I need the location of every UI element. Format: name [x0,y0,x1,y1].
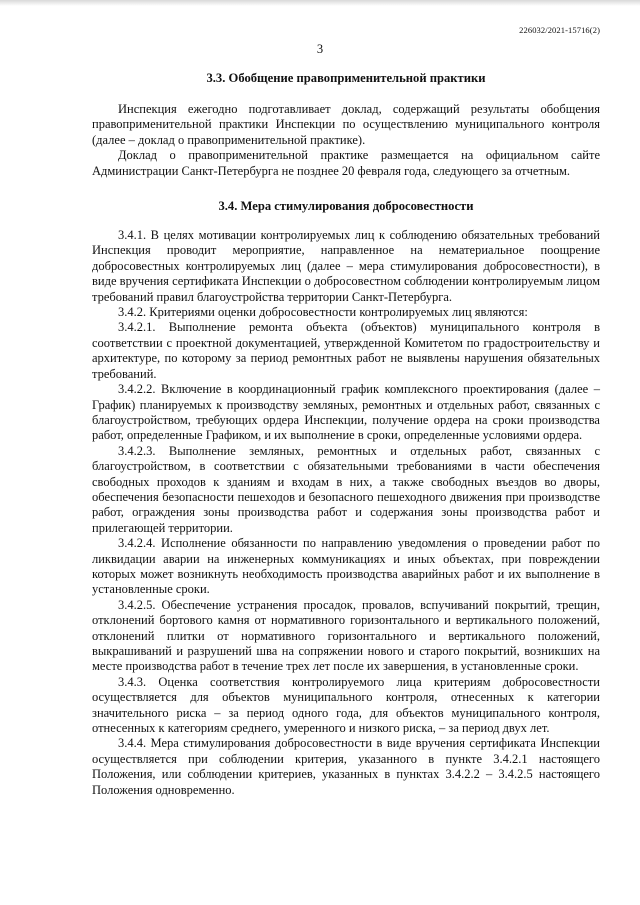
paragraph-3-4-2-3: 3.4.2.3. Выполнение земляных, ремонтных и отдельных работ, связанных с благоустройством, в соответствии с обязательными требованиями в части обеспечения свободных проходов к зданиям и входам в них, а также свободных въездов во дворы, обеспечения безопасности пешеходов и безопасного пешеходного движения при производстве работ, ограждения зоны производства работ и содержания зоны производства работ и прилегающей территории. [92,443,600,535]
paragraph-3-4-3: 3.4.3. Оценка соответствия контролируемого лица критериям добросовестности осуществляется для объектов муниципального контроля, отнесенных к категории значительного риска – за период одного года, для объектов муниципального контроля, отнесенных к категориям среднего, умеренного и низкого риска, – за период двух лет. [92,674,600,736]
paragraph-3-3-2: Доклад о правоприменительной практике размещается на официальном сайте Администрации Санкт-Петербурга не позднее 20 февраля года, следующего за отчетным. [92,148,600,178]
paragraph-3-4-4: 3.4.4. Мера стимулирования добросовестности в виде вручения сертификата Инспекции осуществляется при соблюдении критерия, указанного в пункте 3.4.2.1 настоящего Положения, или соблюдении критериев, указанных в пунктах 3.4.2.2 – 3.4.2.5 настоящего Положения одновременно. [92,736,600,797]
paragraph-3-3-1: Инспекция ежегодно подготавливает доклад, содержащий результаты обобщения правоприменительной практики Инспекции по осуществлению муниципального контроля (далее – доклад о правоприменительной практике). [92,102,600,147]
document-id: 226032/2021-15716(2) [519,25,600,35]
section-heading-3-4: 3.4. Мера стимулирования добросовестности [218,199,474,214]
page-number: 3 [316,42,324,56]
paragraph-3-4-2-4: 3.4.2.4. Исполнение обязанности по направлению уведомления о проведении работ по ликвидации аварии на инженерных коммуникациях и иных объектах, при повреждении которых может возникнуть необходимость производства аварийных работ и их выполнение в установленные сроки. [92,536,600,597]
paragraph-3-4-1: 3.4.1. В целях мотивации контролируемых лиц к соблюдению обязательных требований Инспекция проводит мероприятие, направленное на нематериальное поощрение добросовестных контролируемых лиц (далее – мера стимулирования добросовестности), в виде вручения сертификата Инспекции о добросовестном соблюдении контролируемым лицом требований правил благоустройства территории Санкт-Петербурга. [92,228,600,304]
paragraph-3-4-2-2: 3.4.2.2. Включение в координационный график комплексного проектирования (далее – График) планируемых к производству земляных, ремонтных и отдельных работ, связанных с благоустройством, требующих ордера Инспекции, получение ордера на сроки производства работ, определенные Графиком, и их выполнение в сроки, определенные условиями ордера. [92,382,600,443]
paragraph-3-4-2-5: 3.4.2.5. Обеспечение устранения просадок, провалов, вспучиваний покрытий, трещин, отклонений бортового камня от нормативного горизонтального и вертикального положений, отклонений плитки от нормативного горизонтального и вертикального положений, выкрашиваний и разрушений шва на сопряжении нового и старого покрытий, возникших на месте производства работ в течение трех лет после их завершения, в установленные сроки. [92,597,600,674]
paragraph-3-4-2-1: 3.4.2.1. Выполнение ремонта объекта (объектов) муниципального контроля в соответствии с проектной документацией, утвержденной Комитетом по градостроительству и архитектуре, по которому за период ремонтных работ не выявлены нарушения обязательных требований. [92,320,600,381]
section-heading-3-3: 3.3. Обобщение правоприменительной практики [206,71,486,85]
paragraph-3-4-2: 3.4.2. Критериями оценки добросовестности контролируемых лиц являются: [118,305,528,320]
document-body [92,71,600,798]
scan-top-edge [0,0,640,6]
